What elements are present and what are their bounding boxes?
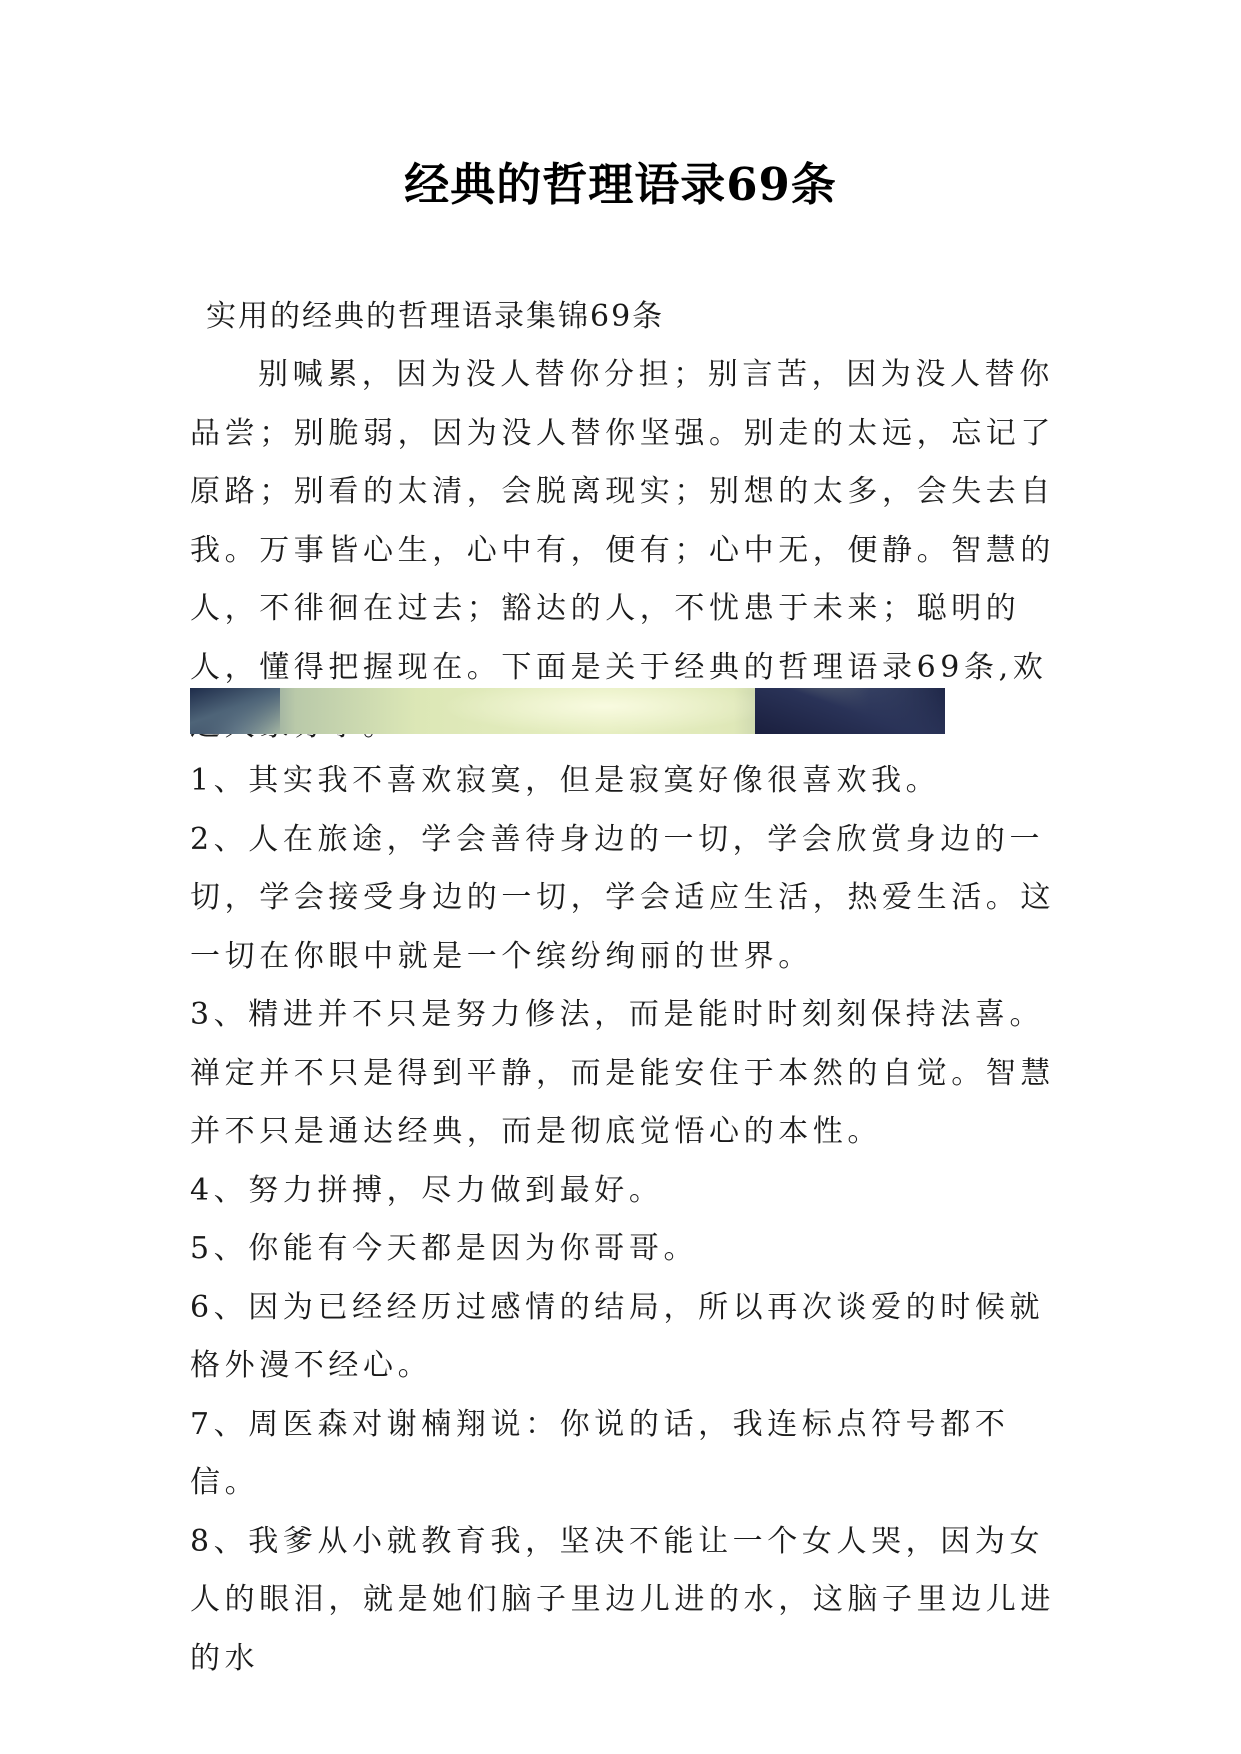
intro-paragraph: 别喊累，因为没人替你分担；别言苦，因为没人替你品尝；别脆弱，因为没人替你坚强。别走的太远，忘记了原路；别看的太清，会脱离现实；别想的太多，会失去自我。万事皆心生，心中有，便有；心中无，便静。智慧的人，不徘徊在过去；豁达的人，不忧患于未来；聪明的人，懂得把握现在。下面是关于经典的哲理语录69条,欢	[190, 357, 1055, 685]
list-item: 6、因为已经经历过感情的结局，所以再次谈爱的时候就格外漫不经心。	[190, 1289, 1045, 1383]
list-item: 2、人在旅途，学会善待身边的一切，学会欣赏身边的一切，学会接受身边的一切，学会适应生活，热爱生活。这一切在你眼中就是一个缤纷绚丽的世界。	[190, 821, 1055, 974]
document-subtitle: 实用的经典的哲理语录集锦69条	[206, 299, 665, 334]
quote-list	[190, 752, 1060, 1688]
banner-image-left-shade	[190, 688, 280, 734]
banner-image-right-shade	[755, 688, 945, 734]
list-item: 7、周医森对谢楠翔说：你说的话，我连标点符号都不信。	[190, 1406, 1010, 1500]
banner-image	[190, 688, 945, 734]
list-item: 3、精进并不只是努力修法，而是能时时刻刻保持法喜。禅定并不只是得到平静，而是能安住于本然的自觉。智慧并不只是通达经典，而是彻底觉悟心的本性。	[190, 997, 1055, 1149]
list-item: 4、努力拼搏，尽力做到最好。	[190, 1172, 664, 1208]
list-item: 8、我爹从小就教育我，坚决不能让一个女人哭，因为女人的眼泪，就是她们脑子里边儿进的水，这脑子里边儿进的水	[190, 1523, 1055, 1676]
list-item: 1、其实我不喜欢寂寞，但是寂寞好像很喜欢我。	[190, 763, 941, 798]
document-title: 经典的哲理语录69条	[404, 158, 837, 211]
banner-image-glare	[440, 688, 770, 734]
list-item: 5、你能有今天都是因为你哥哥。	[190, 1231, 699, 1266]
